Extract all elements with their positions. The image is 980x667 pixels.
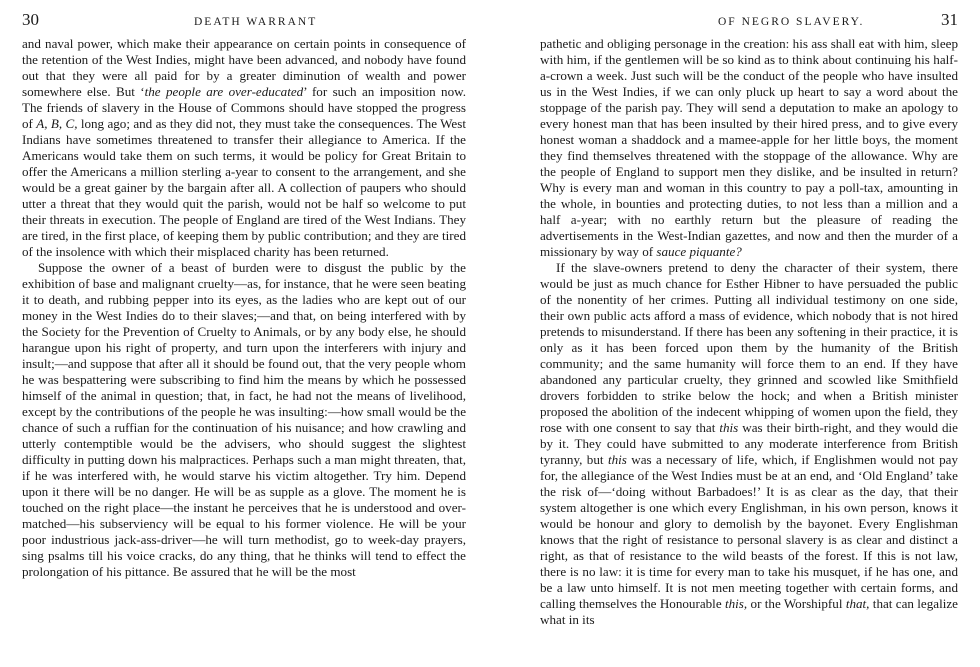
paragraph-continuation-right: pathetic and obliging personage in the creation: his ass shall eat with him, sleep with him, if the gentlemen will be so kind as to think about continuing his half-a-crown a week. Just such will be the conduct of the people who have insulted us in the West Indies, if we can only pluck up heart to say a word about the stoppage of the parish pay. They will send a deputation to make an apology to every honest man that has been insulted by their hired press, and to give every honest woman a shaddock and a mamee-apple for her little boys, the moment they find themselves threatened with the stoppage of the allowance. Why are the people of England to support men they dislike, and be insulted in return? Why is every man and woman in this country to pay a poll-tax, amounting in the whole, in bounties and protecting duties, to not less than a million and a half a-year; with no earthly return but the pleasure of reading the advertisements in the West-Indian gazettes, and now and then the murder of a missionary by way of sauce piquante?: [540, 36, 958, 259]
running-head-right: OF NEGRO SLAVERY.: [718, 16, 865, 28]
paragraph-slave-owners: If the slave-owners pretend to deny the character of their system, there would be just as much chance for Esther Hibner to have persuaded the public of the nonentity of her crimes. Putting all individual testimony on one side, their own public acts afford a mass of evidence, which nobody that is not hired pretends to misunderstand. If there has been any softening in their practice, it is only as it has been forced upon them by the humanity of the British community; and the same humanity will force them to an end. If they have abandoned any particular cruelty, they grinned and scowled like Smithfield drovers forbidden to strike below the hock; and when a British minister proposed the abolition of the indecent whipping of women upon the field, they rose with one consent to say that this was their birth-right, and they would die by it. They could have submitted to any moderate interference from British tyranny, but this was a necessary of life, which, if Englishmen would not pay for, the allegiance of the West Indies must be at an end, and ‘Old England’ take the risk of—‘doing without Barbadoes!’ It is as clear as the day, that their system altogether is one which every Englishman, in his own person, knows it would be honour and glory to demolish by the bayonet. Every Englishman knows that the right of resistance to personal slavery is as clear and distinct a right, as that of resistance to the wild beasts of the forest. If this is not law, there is no law: it is time for every man to take his musquet, if he has one, and be a law unto himself. It is not men meeting together with certain forms, and calling themselves the Honourable this, or the Worshipful that, that can legalize what in its: [540, 260, 959, 627]
page-number-left: 30: [22, 10, 39, 29]
paragraph-beast-of-burden: Suppose the owner of a beast of burden were to disgust the public by the exhibition of base and malignant cruelty—as, for instance, that he were seen beating it to death, and rubbing pepper into its eyes, as the ladies who are kept out of our money in the West Indies do to their slaves;—and that, on being interfered with by the Society for the Prevention of Cruelty to Animals, or by any body else, he should harangue upon his right of property, and turn upon the interferers with injury and insult;—and suppose that after all it should be found out, that the very people whom he was bespattering were subscribing to find him the means by which he possessed himself of the animal in question; that, in fact, he had not the means of livelihood, except by the contributions of the people he was insulting:—how small would be the chance of such a ruffian for the continuation of his nuisance; and how crawling and utterly contemptible would be the advisers, who should suggest the slightest difficulty in putting down his malpractices. Perhaps such a man might threaten, that, if he was interfered with, he would starve his victim altogether. Try him. Depend upon it there will be no danger. He will be as supple as a glove. The moment he is touched on the right place—the instant he perceives that he is understood and over-matched—his subserviency will be equal to his former violence. He will be your poor industrious jack-ass-driver—he will turn methodist, go to week-day prayers, sing psalms till his voice cracks, do any thing, that he thinks will tend to effect the prolongation of his pittance. Be assured that he will be the most: [22, 260, 467, 579]
right-page-header: [540, 10, 958, 36]
left-page-body: [22, 36, 466, 580]
page-number-right: 31: [941, 10, 958, 29]
right-page: [490, 0, 980, 667]
left-page-header: [22, 10, 466, 36]
paragraph-continuation: and naval power, which make their appearance on certain points in consequence of the retention of the West Indies, might have been advanced, and nobody have found out that they were all paid for by a greater diminution of wealth and power somewhere else. But ‘the people are over-educated’ for such an imposition now. The friends of slavery in the House of Commons should have stopped the progress of A, B, C, long ago; and as they did not, they must take the consequences. The West Indians have sometimes threatened to transfer their allegiance to America. If the Americans would take them on such terms, it would be policy for Great Britain to offer the Americans a million sterling a-year to consent to the arrangement, and she would be a great gainer by the bargain after all. A collection of paupers who should utter a threat that they would quit the parish, would not be half so welcome to put their threats in execution. The people of England are tired of the West Indians. They are tired, in the first place, of keeping them by public contribution; and they are tired of the insolence with which their misplaced charity has been returned.: [22, 36, 467, 259]
right-page-body: [540, 36, 958, 628]
running-head-left: DEATH WARRANT: [194, 16, 318, 28]
